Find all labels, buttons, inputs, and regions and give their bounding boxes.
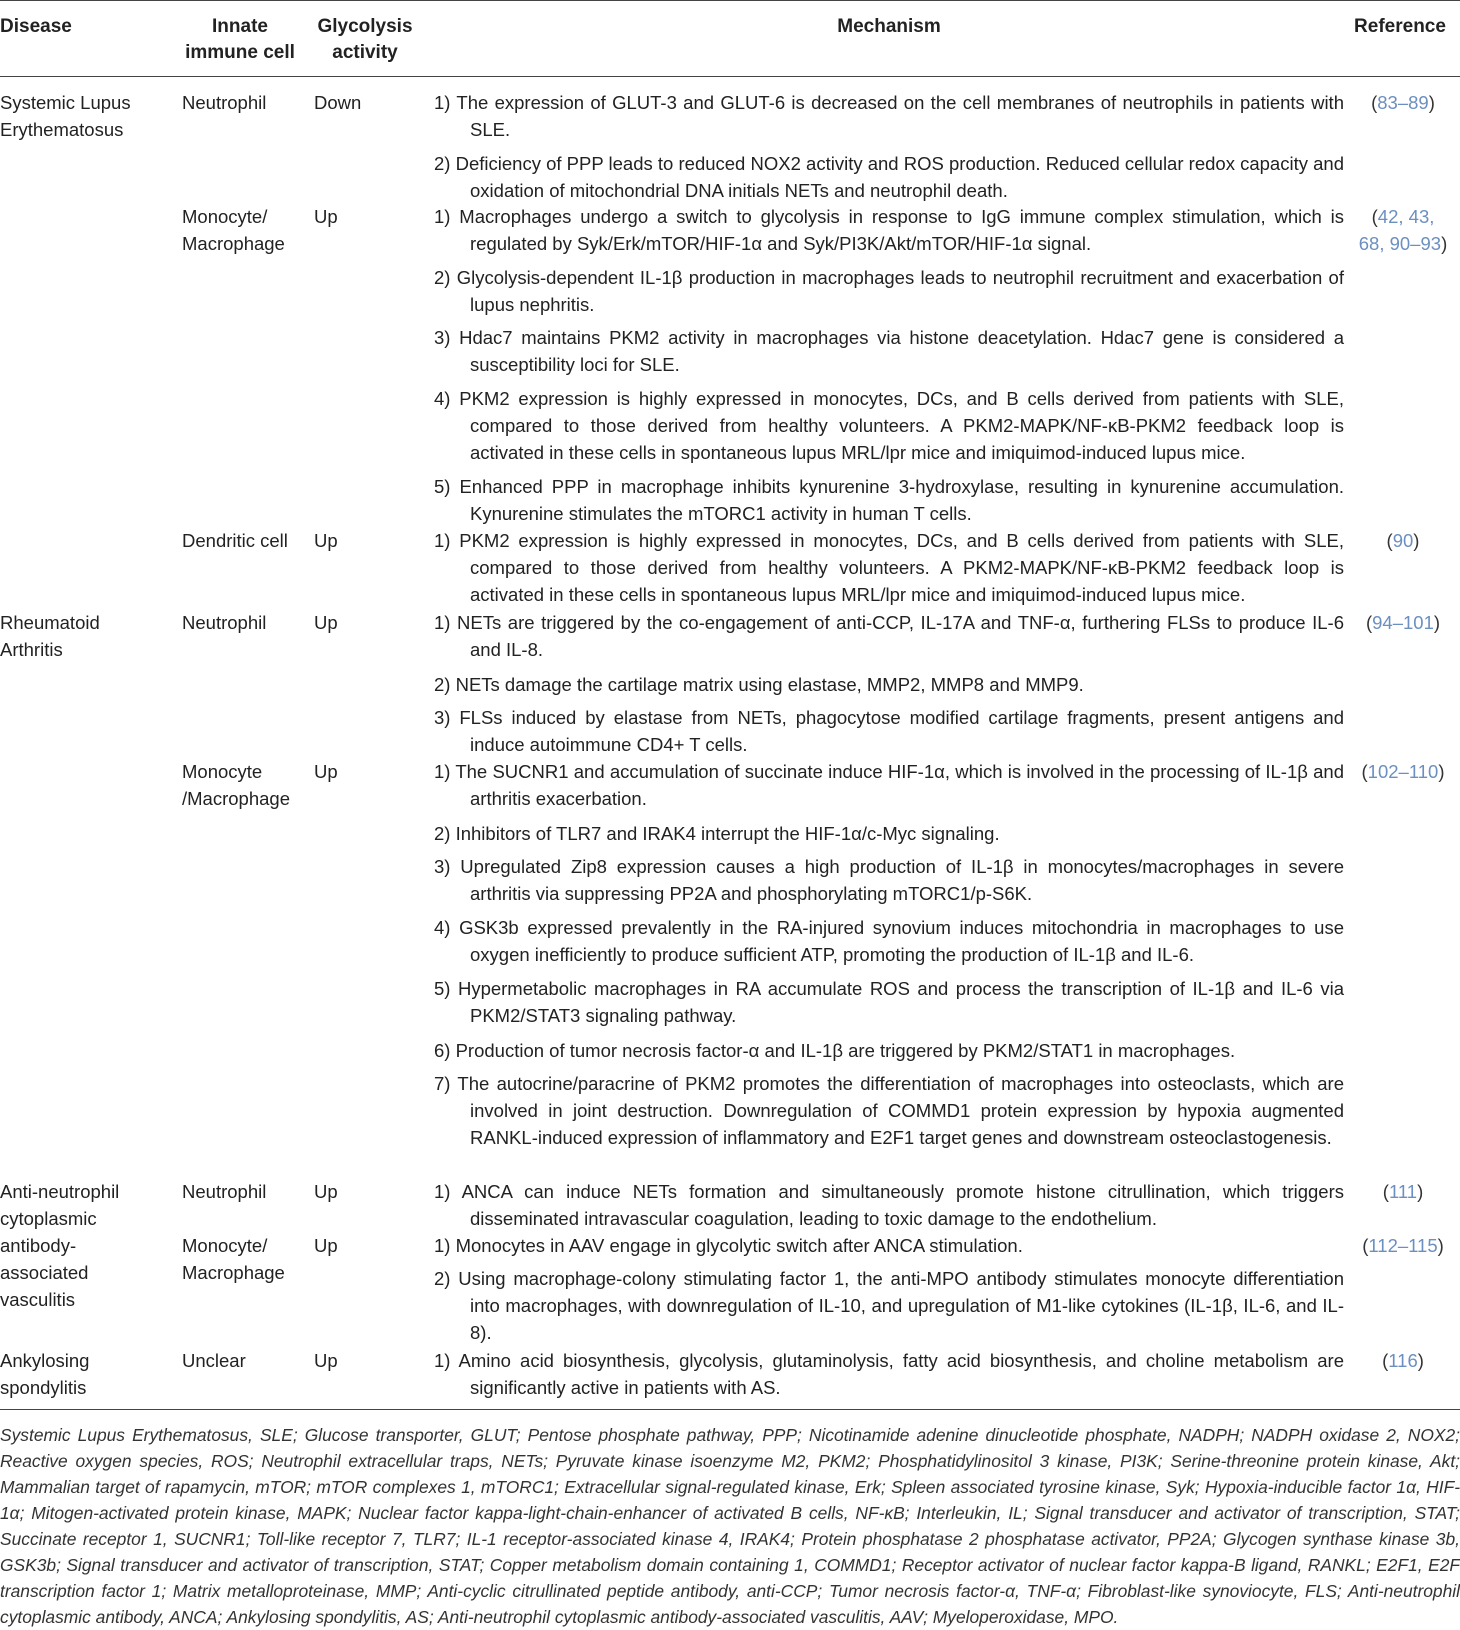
mechanism-item: 6) Production of tumor necrosis factor-α and IL-1β are triggered by PKM2/STAT1 in macrophages. [434,1040,1236,1061]
disease-line: vasculitis [0,1289,76,1310]
mechanism-item: 7) The autocrine/paracrine of PKM2 promotes the differentiation of macrophages into osteoclasts, which are involved in joint destruction. Downregulation of COMMD1 protein expression by hypoxia augmented RANKL-induced expression of inflammatory and E2F1 target genes and downstream osteoclastogenesis. [434,1073,1344,1149]
reference-link[interactable]: 90 [1392,530,1414,551]
header-glyco-line1: Glycolysis [317,16,413,37]
cell-type [182,203,285,257]
reference-link[interactable]: 42, 43, [1377,206,1435,227]
mechanism-item: 5) Enhanced PPP in macrophage inhibits kynurenine 3-hydroxylase, resulting in kynurenine accumulation. Kynurenine stimulates the mTORC1 activity in human T cells. [434,476,1344,525]
glycolysis-activity: Up [314,761,338,782]
mechanism-item: 5) Hypermetabolic macrophages in RA accumulate ROS and process the transcription of IL-1β and IL-6 via PKM2/STAT3 signaling pathway. [434,978,1344,1027]
header-innate-immune-cell [180,14,300,66]
reference-cell: (94–101) [1365,612,1441,633]
disease-line: Rheumatoid [0,612,100,633]
glycolysis-activity: Down [314,92,362,113]
disease-line: Systemic Lupus [0,92,131,113]
mechanism-item: 1) ANCA can induce NETs formation and simultaneously promote histone citrullination, which triggers disseminated intravascular coagulation, leading to toxic damage to the endothelium. [434,1181,1344,1230]
disease-line: antibody- [0,1235,77,1256]
reference-link[interactable]: 116 [1388,1350,1418,1371]
reference-cell: (116) [1382,1350,1424,1371]
mechanism-item: 4) GSK3b expressed prevalently in the RA-injured synovium induces mitochondria in macrophages to use oxygen inefficiently to produce sufficient ATP, promoting the production of IL-1β and IL-6. [434,917,1344,966]
cell-type: Neutrophil [182,612,267,633]
cell-type-line: Macrophage [182,1262,285,1283]
cell-type: Unclear [182,1350,246,1371]
glycolysis-activity: Up [314,1181,338,1202]
mechanism-item: 2) Inhibitors of TLR7 and IRAK4 interrupt the HIF-1α/c-Myc signaling. [434,823,1000,844]
reference-link[interactable]: 68, 90–93 [1358,233,1442,254]
cell-type [182,758,290,812]
mechanism-item: 1) PKM2 expression is highly expressed in monocytes, DCs, and B cells derived from patients with SLE, compared to those derived from healthy volunteers. A PKM2-MAPK/NF-κB-PKM2 feedback loop is activated in these cells in spontaneous lupus MRL/lpr mice and imiquimod-induced lupus mice. [434,530,1344,606]
disease-line: Arthritis [0,639,63,660]
table-footnote: Systemic Lupus Erythematosus, SLE; Glucose transporter, GLUT; Pentose phosphate pathway, PPP; Nicotinamide adenine dinucleotide phosphate, NADPH; NADPH oxidase 2, NOX2; Reactive oxygen species, ROS; Neutrophil extracellular traps, NETs; Pyruvate kinase isoenzyme M2, PKM2; Phosphatidylinositol 3 kinase, PI3K; Serine-threonine protein kinase, Akt; Mammalian target of rapamycin, mTOR; mTOR complexes 1, mTORC1; Extracellular signal-regulated kinase, Erk; Spleen associated tyrosine kinase, Syk; Hypoxia-inducible factor 1α, HIF-1α; Mitogen-activated protein kinase, MAPK; Nuclear factor kappa-light-chain-enhancer of activated B cells, NF-κB; Interleukin, IL; Signal transducer and activator of transcription, STAT; Succinate receptor 1, SUCNR1; Toll-like receptor 7, TLR7; IL-1 receptor-associated kinase 4, IRAK4; Protein phosphatase 2 phosphatase activator, PP2A; Glycogen synthase kinase 3b, GSK3b; Signal transducer and activator of transcription, STAT; Copper metabolism domain containing 1, COMMD1; Receptor activator of nuclear factor kappa-B ligand, RANKL; E2F1, E2F transcription factor 1; Matrix metalloproteinase, MMP; Anti-cyclic citrullinated peptide antibody, anti-CCP; Tumor necrosis factor-α, TNF-α; Fibroblast-like synoviocyte, FLS; Anti-neutrophil cytoplasmic antibody, ANCA; Ankylosing spondylitis, AS; Anti-neutrophil cytoplasmic antibody-associated vasculitis, AAV; Myeloperoxidase, MPO. [0,1425,1460,1627]
disease-line: cytoplasmic [0,1208,97,1229]
reference-link[interactable]: 111 [1388,1181,1418,1202]
disease-cell [0,1347,89,1401]
mechanism-item: 3) FLSs induced by elastase from NETs, phagocytose modified cartilage fragments, present antigens and induce autoimmune CD4+ T cells. [434,707,1344,756]
mechanism-item: 3) Hdac7 maintains PKM2 activity in macrophages via histone deacetylation. Hdac7 gene is considered a susceptibility loci for SLE. [434,327,1344,376]
glycolysis-activity: Up [314,530,338,551]
mechanism-item: 1) The SUCNR1 and accumulation of succinate induce HIF-1α, which is involved in the processing of IL-1β and arthritis exacerbation. [434,761,1344,810]
reference-link[interactable]: 112–115 [1368,1235,1438,1256]
cell-type-line: Monocyte/ [182,1235,268,1256]
cell-type-line: Monocyte/ [182,206,268,227]
disease-line: Ankylosing [0,1350,90,1371]
mechanism-item: 4) PKM2 expression is highly expressed in monocytes, DCs, and B cells derived from patients with SLE, compared to those derived from healthy volunteers. A PKM2-MAPK/NF-κB-PKM2 feedback loop is activated in these cells in spontaneous lupus MRL/lpr mice and imiquimod-induced lupus mice. [434,388,1344,464]
cell-type: Neutrophil [182,1181,267,1202]
mechanism-item: 2) Using macrophage-colony stimulating factor 1, the anti-MPO antibody stimulates monocyte differentiation into macrophages, with downregulation of IL-10, and upregulation of M1-like cytokines (IL-1β, IL-6, and IL-8). [434,1268,1344,1344]
mechanism-item: 1) Amino acid biosynthesis, glycolysis, glutaminolysis, fatty acid biosynthesis, and choline metabolism are significantly active in patients with AS. [434,1350,1344,1399]
disease-line: associated [0,1262,89,1283]
header-disease: Disease [0,16,72,37]
table-bottom-rule [0,1409,1460,1410]
header-reference: Reference [1354,16,1446,37]
glycolysis-activity: Up [314,1235,338,1256]
reference-cell: (102–110) [1361,761,1445,782]
cell-type: Dendritic cell [182,530,288,551]
mechanism-item: 1) The expression of GLUT-3 and GLUT-6 is decreased on the cell membranes of neutrophils in patients with SLE. [434,92,1344,141]
header-mechanism: Mechanism [837,16,941,37]
disease-cell [0,1178,119,1313]
mechanism-item: 1) NETs are triggered by the co-engagement of anti-CCP, IL-17A and TNF-α, furthering FLSs to produce IL-6 and IL-8. [434,612,1344,661]
header-glycolysis-activity [310,14,420,66]
mechanism-item: 3) Upregulated Zip8 expression causes a high production of IL-1β in monocytes/macrophages in severe arthritis via suppressing PP2A and phosphorylating mTORC1/p-S6K. [434,856,1344,905]
mechanism-item: 1) Monocytes in AAV engage in glycolytic switch after ANCA stimulation. [434,1235,1023,1256]
cell-type [182,1232,285,1286]
disease-line: spondylitis [0,1377,87,1398]
mechanism-item: 2) NETs damage the cartilage matrix using elastase, MMP2, MMP8 and MMP9. [434,674,1084,695]
header-cell-line2: immune cell [185,42,295,63]
disease-line: Anti-neutrophil [0,1181,120,1202]
disease-cell [0,89,131,143]
cell-type-line: Monocyte [182,761,263,782]
reference-link[interactable]: 94–101 [1372,612,1434,633]
reference-link[interactable]: 102–110 [1367,761,1439,782]
mechanism-item: 2) Deficiency of PPP leads to reduced NOX2 activity and ROS production. Reduced cellular redox capacity and oxidation of mitochondrial DNA initials NETs and neutrophil death. [434,153,1344,202]
header-cell-line1: Innate [212,16,268,37]
mechanism-item: 2) Glycolysis-dependent IL-1β production in macrophages leads to neutrophil recruitment and exacerbation of lupus nephritis. [434,267,1344,316]
reference-link[interactable]: 83–89 [1377,92,1429,113]
cell-type-line: /Macrophage [182,788,290,809]
glycolysis-activity: Up [314,1350,338,1371]
disease-line: Erythematosus [0,119,124,140]
reference-cell: (111) [1382,1181,1424,1202]
reference-cell: (112–115) [1362,1235,1444,1256]
disease-cell [0,609,100,663]
reference-cell: (90) [1386,530,1420,551]
glycolysis-activity: Up [314,206,338,227]
glycolysis-activity: Up [314,612,338,633]
table-header [0,0,1460,77]
mechanism-item: 1) Macrophages undergo a switch to glycolysis in response to IgG immune complex stimulation, which is regulated by Syk/Erk/mTOR/HIF-1α and Syk/PI3K/Akt/mTOR/HIF-1α signal. [434,206,1344,255]
cell-type-line: Macrophage [182,233,285,254]
header-glyco-line2: activity [332,42,398,63]
reference-cell: (83–89) [1371,92,1435,113]
reference-cell: (42, 43, 68, 90–93) [1358,206,1448,254]
cell-type: Neutrophil [182,92,267,113]
